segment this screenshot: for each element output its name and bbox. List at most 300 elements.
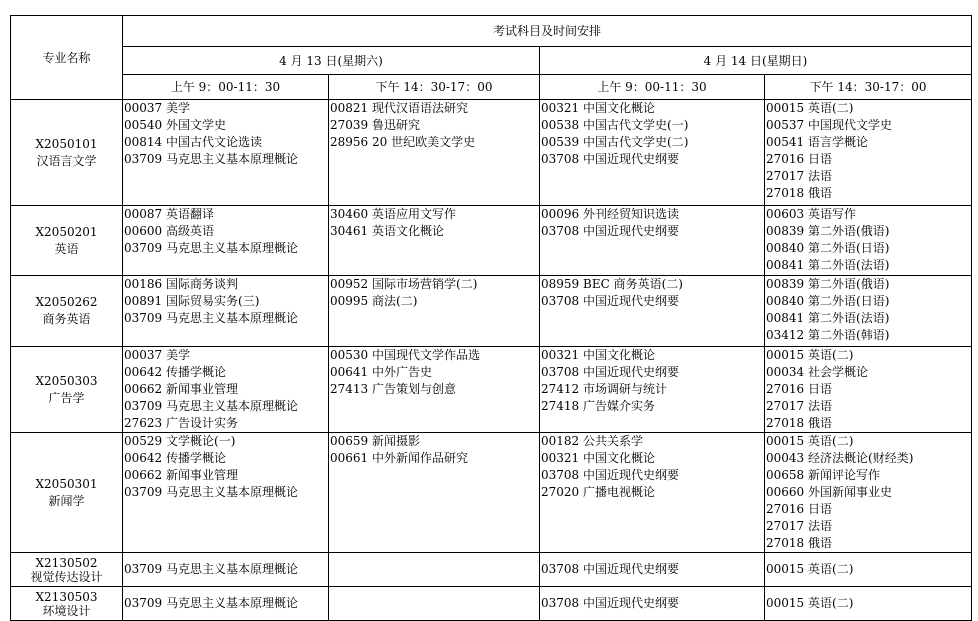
subject-code: 00841 <box>766 311 805 325</box>
subject-name: 国际商务谈判 <box>166 277 239 291</box>
subject-code: 00034 <box>766 365 805 379</box>
subject-name: 外国新闻事业史 <box>808 485 893 499</box>
subject-line <box>123 293 328 310</box>
header-schedule: 考试科目及时间安排 <box>123 16 972 47</box>
major-cell <box>11 553 123 587</box>
subject-line <box>329 134 539 151</box>
subject-line <box>765 450 971 467</box>
major-code: X2050201 <box>35 224 98 239</box>
subject-code: 27017 <box>766 519 805 533</box>
subject-code: 00186 <box>124 277 163 291</box>
subject-code: 00015 <box>766 562 805 576</box>
subject-name: 马克思主义基本原理概论 <box>166 562 299 576</box>
subject-code: 00015 <box>766 101 805 115</box>
subject-line <box>123 561 328 578</box>
subject-code: 03709 <box>124 399 163 413</box>
subject-name: 英语(二) <box>808 434 854 448</box>
subject-name: 英语(二) <box>808 348 854 362</box>
subject-line <box>765 415 971 432</box>
subject-name: 美学 <box>166 348 191 362</box>
subject-name: 中国近现代史纲要 <box>583 294 680 308</box>
subject-code: 00840 <box>766 241 805 255</box>
subject-name: 鲁迅研究 <box>372 118 421 132</box>
subject-line <box>765 467 971 484</box>
subject-name: 美学 <box>166 101 191 115</box>
subject-cell <box>329 100 540 206</box>
subject-line <box>540 467 764 484</box>
subject-name: 法语 <box>808 169 833 183</box>
subject-code: 00321 <box>541 101 580 115</box>
subject-code: 03708 <box>541 152 580 166</box>
subject-code: 00541 <box>766 135 805 149</box>
subject-name: 中外新闻作品研究 <box>372 451 469 465</box>
subject-code: 00891 <box>124 294 163 308</box>
subject-name: 中国现代文学史 <box>808 118 893 132</box>
subject-name: 中国近现代史纲要 <box>583 152 680 166</box>
subject-cell <box>329 347 540 433</box>
subject-name: 第二外语(日语) <box>808 294 890 308</box>
major-code: X2050262 <box>35 295 98 309</box>
subject-name: 文学概论(一) <box>166 434 236 448</box>
subject-line <box>123 223 328 240</box>
subject-code: 27039 <box>330 118 369 132</box>
subject-code: 03709 <box>124 152 163 166</box>
subject-line <box>765 501 971 518</box>
subject-code: 27412 <box>541 382 580 396</box>
subject-line <box>123 206 328 223</box>
subject-code: 27017 <box>766 399 805 413</box>
subject-cell <box>123 100 329 206</box>
subject-code: 27020 <box>541 485 580 499</box>
subject-code: 27018 <box>766 416 805 430</box>
major-name: 商务英语 <box>42 312 91 326</box>
subject-name: 第二外语(日语) <box>808 241 890 255</box>
subject-name: 英语(二) <box>808 562 854 576</box>
subject-name: 国际市场营销学(二) <box>372 277 478 291</box>
subject-name: 传播学概论 <box>166 365 227 379</box>
subject-line <box>329 117 539 134</box>
subject-name: 新闻评论写作 <box>808 468 881 482</box>
subject-line <box>123 364 328 381</box>
subject-line <box>123 134 328 151</box>
major-name: 新闻学 <box>48 493 85 508</box>
major-code: X2050303 <box>35 373 98 388</box>
subject-line <box>765 433 971 450</box>
subject-code: 00821 <box>330 101 369 115</box>
header-day-1-am: 上午 9：00-11：30 <box>123 75 329 100</box>
subject-line <box>329 364 539 381</box>
subject-line <box>540 293 764 310</box>
subject-name: 广告设计实务 <box>166 416 239 430</box>
subject-name: 第二外语(法语) <box>808 258 890 272</box>
subject-code: 00015 <box>766 434 805 448</box>
major-cell <box>11 587 123 621</box>
subject-name: 中国近现代史纲要 <box>583 468 680 482</box>
subject-line <box>540 450 764 467</box>
subject-name: 传播学概论 <box>166 451 227 465</box>
header-day-2: 4 月 14 日(星期日) <box>540 47 972 75</box>
subject-name: 20 世纪欧美文学史 <box>372 135 476 149</box>
major-name: 广告学 <box>48 390 85 405</box>
subject-cell <box>765 553 972 587</box>
major-cell <box>11 276 123 347</box>
subject-line <box>540 347 764 364</box>
header-day-2-pm: 下午 14：30-17：00 <box>765 75 972 100</box>
subject-name: 马克思主义基本原理概论 <box>166 485 299 499</box>
subject-line <box>540 433 764 450</box>
subject-code: 27016 <box>766 382 805 396</box>
subject-line <box>765 364 971 381</box>
subject-line <box>123 117 328 134</box>
subject-code: 00995 <box>330 294 369 308</box>
table-row <box>11 553 972 587</box>
subject-name: 法语 <box>808 519 833 533</box>
table-row <box>11 100 972 206</box>
subject-code: 00662 <box>124 468 163 482</box>
subject-cell <box>329 553 540 587</box>
subject-code: 00043 <box>766 451 805 465</box>
subject-cell <box>540 433 765 553</box>
schedule-body <box>11 100 972 621</box>
subject-line <box>540 100 764 117</box>
subject-code: 00537 <box>766 118 805 132</box>
subject-code: 00841 <box>766 258 805 272</box>
subject-name: 日语 <box>808 152 833 166</box>
subject-name: 马克思主义基本原理概论 <box>166 399 299 413</box>
subject-code: 00530 <box>330 348 369 362</box>
subject-code: 00096 <box>541 207 580 221</box>
subject-code: 00952 <box>330 277 369 291</box>
subject-line <box>765 257 971 274</box>
major-name: 环境设计 <box>42 603 91 618</box>
subject-line <box>765 484 971 501</box>
table-row <box>11 206 972 276</box>
subject-line <box>123 415 328 432</box>
subject-name: 新闻摄影 <box>372 434 421 448</box>
subject-line <box>765 223 971 240</box>
subject-line <box>123 595 328 612</box>
subject-code: 00603 <box>766 207 805 221</box>
subject-code: 00087 <box>124 207 163 221</box>
subject-line <box>123 484 328 501</box>
subject-code: 27623 <box>124 416 163 430</box>
subject-cell <box>540 206 765 276</box>
exam-schedule-table <box>10 15 972 621</box>
subject-code: 27413 <box>330 382 369 396</box>
subject-code: 00840 <box>766 294 805 308</box>
header-day-1-pm: 下午 14：30-17：00 <box>329 75 540 100</box>
subject-name: 英语(二) <box>808 101 854 115</box>
subject-line <box>765 595 971 612</box>
subject-code: 27018 <box>766 536 805 550</box>
subject-code: 00659 <box>330 434 369 448</box>
subject-name: 英语文化概论 <box>372 224 445 238</box>
subject-code: 30461 <box>330 224 369 238</box>
subject-name: 经济法概论(财经类) <box>808 451 914 465</box>
subject-code: 00037 <box>124 101 163 115</box>
subject-cell <box>329 587 540 621</box>
subject-cell <box>329 433 540 553</box>
subject-code: 00321 <box>541 348 580 362</box>
subject-name: 公共关系学 <box>583 434 644 448</box>
subject-line <box>540 151 764 168</box>
subject-line <box>540 223 764 240</box>
subject-line <box>329 347 539 364</box>
subject-line <box>329 223 539 240</box>
table-row <box>11 276 972 347</box>
subject-line <box>329 100 539 117</box>
subject-line <box>765 276 971 293</box>
subject-code: 28956 <box>330 135 369 149</box>
subject-name: 俄语 <box>808 186 833 200</box>
subject-name: 第二外语(法语) <box>808 311 890 325</box>
subject-name: 商法(二) <box>372 294 418 308</box>
major-code: X2130502 <box>35 555 98 570</box>
subject-name: 外刊经贸知识选读 <box>583 207 680 221</box>
subject-name: 高级英语 <box>166 224 215 238</box>
subject-name: 中国近现代史纲要 <box>583 562 680 576</box>
subject-line <box>765 293 971 310</box>
subject-code: 00538 <box>541 118 580 132</box>
subject-line <box>329 293 539 310</box>
subject-cell <box>123 347 329 433</box>
subject-name: 法语 <box>808 399 833 413</box>
table-row <box>11 433 972 553</box>
subject-cell <box>765 100 972 206</box>
subject-cell <box>123 553 329 587</box>
subject-line <box>123 276 328 293</box>
subject-code: 00540 <box>124 118 163 132</box>
subject-name: 语言学概论 <box>808 135 869 149</box>
subject-cell <box>765 347 972 433</box>
subject-name: 中国文化概论 <box>583 451 656 465</box>
subject-line <box>765 398 971 415</box>
subject-line <box>765 518 971 535</box>
major-cell <box>11 347 123 433</box>
subject-line <box>540 398 764 415</box>
subject-line <box>123 433 328 450</box>
subject-line <box>540 561 764 578</box>
subject-line <box>540 381 764 398</box>
subject-name: 中国古代文论选读 <box>166 135 263 149</box>
subject-line <box>123 310 328 327</box>
subject-code: 03709 <box>124 241 163 255</box>
subject-line <box>123 347 328 364</box>
subject-line <box>540 595 764 612</box>
subject-code: 03708 <box>541 294 580 308</box>
subject-code: 00642 <box>124 451 163 465</box>
subject-cell <box>765 587 972 621</box>
subject-cell <box>123 587 329 621</box>
major-code: X2050301 <box>35 476 98 491</box>
subject-line <box>123 240 328 257</box>
subject-name: 俄语 <box>808 416 833 430</box>
subject-name: 日语 <box>808 382 833 396</box>
major-name: 英语 <box>54 241 79 256</box>
subject-cell <box>329 276 540 347</box>
subject-cell <box>765 206 972 276</box>
subject-line <box>540 206 764 223</box>
subject-line <box>765 561 971 578</box>
subject-code: 00660 <box>766 485 805 499</box>
subject-code: 03709 <box>124 562 163 576</box>
table-row <box>11 587 972 621</box>
subject-name: 国际贸易实务(三) <box>166 294 260 308</box>
subject-name: 广播电视概论 <box>583 485 656 499</box>
subject-code: 00839 <box>766 277 805 291</box>
subject-name: 中国古代文学史(一) <box>583 118 689 132</box>
subject-line <box>329 450 539 467</box>
subject-cell <box>540 100 765 206</box>
subject-name: 马克思主义基本原理概论 <box>166 152 299 166</box>
subject-line <box>765 151 971 168</box>
subject-line <box>765 100 971 117</box>
subject-code: 03412 <box>766 328 805 342</box>
subject-code: 03709 <box>124 596 163 610</box>
subject-code: 27017 <box>766 169 805 183</box>
subject-name: 新闻事业管理 <box>166 382 239 396</box>
subject-name: 第二外语(俄语) <box>808 277 890 291</box>
subject-name: 中外广告史 <box>372 365 433 379</box>
subject-name: 第二外语(俄语) <box>808 224 890 238</box>
subject-code: 00661 <box>330 451 369 465</box>
subject-name: 中国现代文学作品选 <box>372 348 481 362</box>
major-cell <box>11 433 123 553</box>
subject-line <box>123 398 328 415</box>
subject-line <box>123 467 328 484</box>
major-cell <box>11 100 123 206</box>
subject-name: 新闻事业管理 <box>166 468 239 482</box>
subject-line <box>765 134 971 151</box>
subject-line <box>540 117 764 134</box>
major-cell <box>11 206 123 276</box>
subject-name: 英语翻译 <box>166 207 215 221</box>
subject-name: 中国近现代史纲要 <box>583 365 680 379</box>
subject-code: 00182 <box>541 434 580 448</box>
subject-name: 中国古代文学史(二) <box>583 135 689 149</box>
subject-code: 03708 <box>541 224 580 238</box>
subject-line <box>123 100 328 117</box>
subject-line <box>765 168 971 185</box>
subject-line <box>765 240 971 257</box>
subject-code: 30460 <box>330 207 369 221</box>
subject-line <box>540 134 764 151</box>
subject-code: 00321 <box>541 451 580 465</box>
table-row <box>11 347 972 433</box>
subject-code: 03708 <box>541 468 580 482</box>
subject-name: BEC 商务英语(二) <box>583 277 683 291</box>
subject-code: 27018 <box>766 186 805 200</box>
subject-code: 03708 <box>541 365 580 379</box>
major-name: 汉语言文学 <box>36 153 97 168</box>
subject-line <box>540 276 764 293</box>
subject-cell <box>123 433 329 553</box>
subject-line <box>765 347 971 364</box>
subject-name: 英语应用文写作 <box>372 207 457 221</box>
subject-line <box>540 364 764 381</box>
subject-line <box>123 381 328 398</box>
subject-code: 00662 <box>124 382 163 396</box>
subject-code: 00529 <box>124 434 163 448</box>
subject-cell <box>540 553 765 587</box>
subject-cell <box>329 206 540 276</box>
subject-line <box>123 151 328 168</box>
subject-code: 00641 <box>330 365 369 379</box>
subject-name: 外国文学史 <box>166 118 227 132</box>
subject-line <box>765 381 971 398</box>
subject-name: 马克思主义基本原理概论 <box>166 241 299 255</box>
subject-name: 广告媒介实务 <box>583 399 656 413</box>
subject-name: 第二外语(韩语) <box>808 328 890 342</box>
subject-line <box>123 450 328 467</box>
subject-name: 马克思主义基本原理概论 <box>166 596 299 610</box>
subject-name: 社会学概论 <box>808 365 869 379</box>
subject-name: 市场调研与统计 <box>583 382 668 396</box>
subject-cell <box>540 347 765 433</box>
subject-line <box>765 535 971 552</box>
subject-code: 00015 <box>766 348 805 362</box>
subject-code: 00642 <box>124 365 163 379</box>
subject-code: 03708 <box>541 596 580 610</box>
subject-line <box>765 310 971 327</box>
subject-name: 英语写作 <box>808 207 857 221</box>
subject-code: 00539 <box>541 135 580 149</box>
subject-code: 08959 <box>541 277 580 291</box>
subject-code: 03709 <box>124 485 163 499</box>
subject-name: 英语(二) <box>808 596 854 610</box>
subject-name: 日语 <box>808 502 833 516</box>
subject-name: 马克思主义基本原理概论 <box>166 311 299 325</box>
subject-cell <box>765 433 972 553</box>
subject-name: 现代汉语语法研究 <box>372 101 469 115</box>
subject-code: 27418 <box>541 399 580 413</box>
subject-name: 中国近现代史纲要 <box>583 596 680 610</box>
subject-code: 00658 <box>766 468 805 482</box>
subject-code: 00600 <box>124 224 163 238</box>
subject-name: 中国文化概论 <box>583 348 656 362</box>
subject-name: 俄语 <box>808 536 833 550</box>
subject-line <box>540 484 764 501</box>
major-code: X2130503 <box>35 589 98 604</box>
subject-code: 00037 <box>124 348 163 362</box>
subject-line <box>329 276 539 293</box>
subject-line <box>329 433 539 450</box>
subject-code: 00015 <box>766 596 805 610</box>
header-day-1: 4 月 13 日(星期六) <box>123 47 540 75</box>
major-code: X2050101 <box>35 136 98 151</box>
header-day-2-am: 上午 9：00-11：30 <box>540 75 765 100</box>
subject-line <box>765 206 971 223</box>
subject-code: 27016 <box>766 152 805 166</box>
subject-name: 广告策划与创意 <box>372 382 457 396</box>
subject-code: 03708 <box>541 562 580 576</box>
subject-line <box>329 206 539 223</box>
subject-code: 00839 <box>766 224 805 238</box>
subject-line <box>765 327 971 344</box>
header-major-name: 专业名称 <box>11 16 123 100</box>
subject-code: 27016 <box>766 502 805 516</box>
subject-name: 中国近现代史纲要 <box>583 224 680 238</box>
subject-line <box>329 381 539 398</box>
subject-cell <box>123 206 329 276</box>
subject-line <box>765 117 971 134</box>
subject-code: 03709 <box>124 311 163 325</box>
major-name: 视觉传达设计 <box>30 569 103 584</box>
subject-code: 00814 <box>124 135 163 149</box>
subject-cell <box>540 276 765 347</box>
subject-cell <box>123 276 329 347</box>
subject-cell <box>540 587 765 621</box>
